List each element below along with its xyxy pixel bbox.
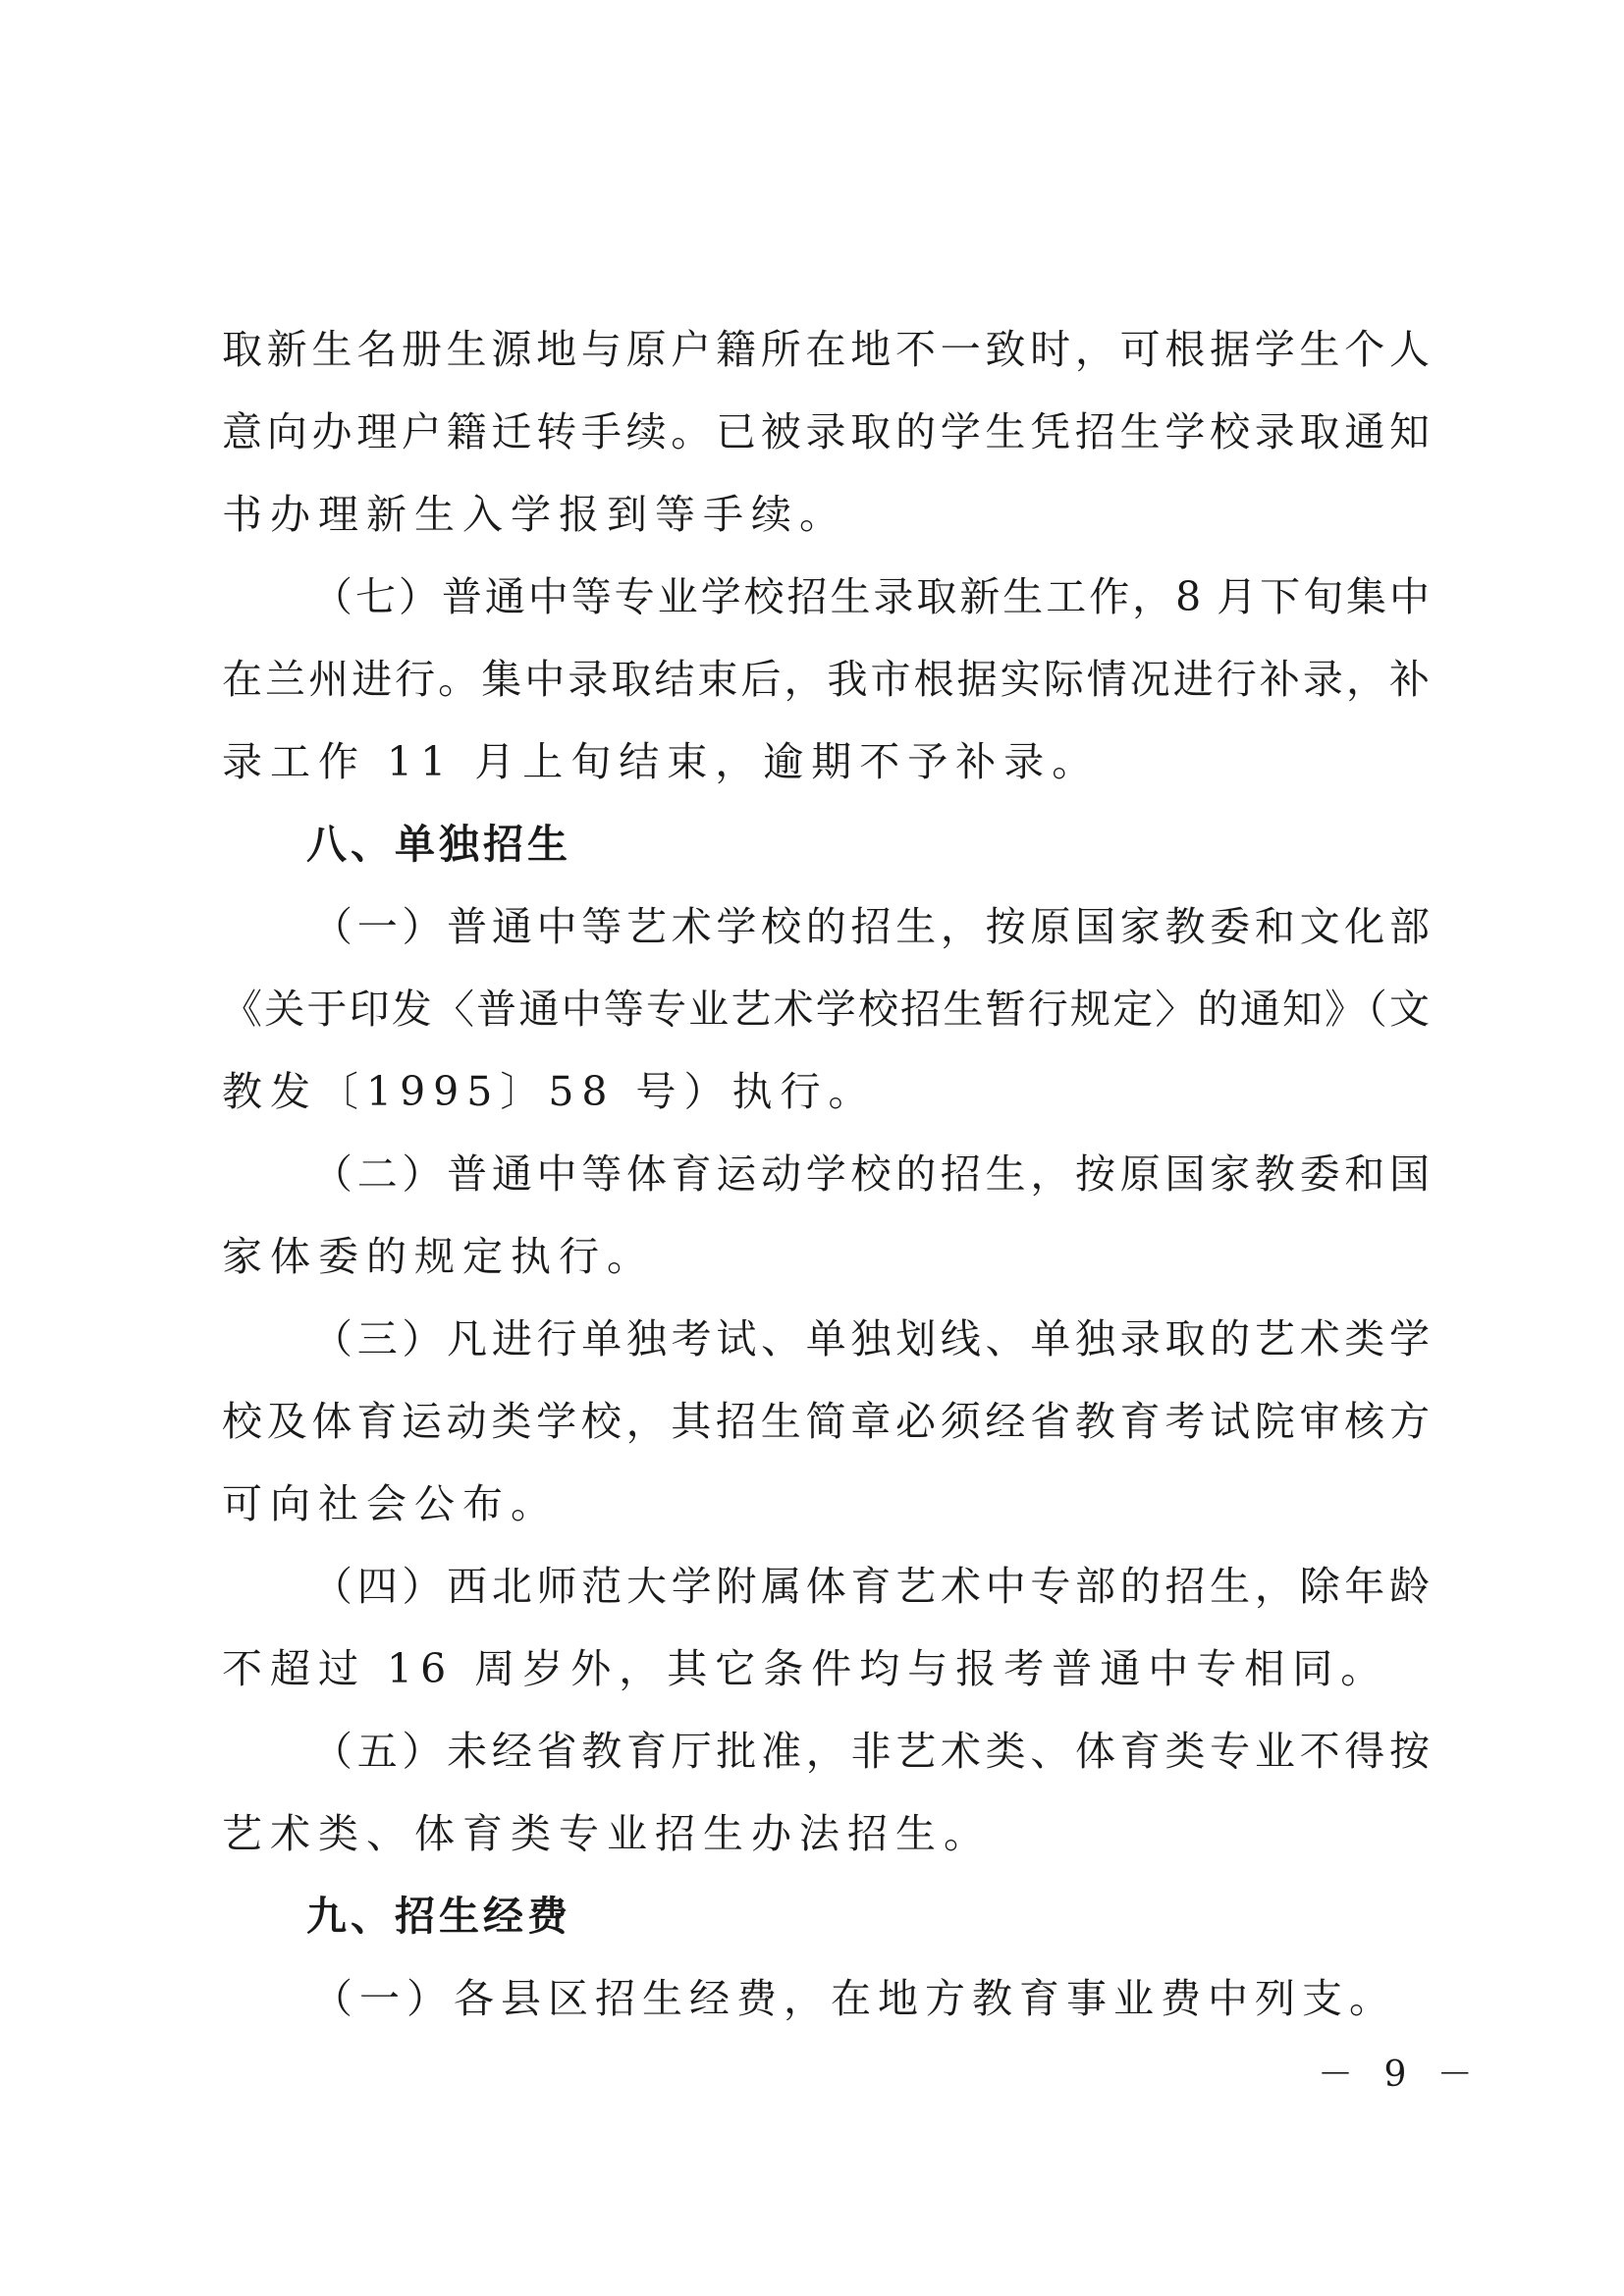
body-text-line: 可向社会公布。: [222, 1480, 559, 1527]
body-text-line: 在兰州进行。集中录取结束后，我市根据实际情况进行补录，补: [222, 656, 1430, 703]
body-text-line: 书办理新生入学报到等手续。: [222, 491, 847, 538]
page-number: － 9 －: [1318, 2055, 1483, 2095]
body-text-line: 不超过 16 周岁外，其它条件均与报考普通中专相同。: [222, 1645, 1389, 1692]
body-text-line: 意向办理户籍迁转手续。已被录取的学生凭招生学校录取通知: [222, 408, 1430, 455]
paragraph-first-line: （一）普通中等艺术学校的招生，按原国家教委和文化部: [312, 903, 1430, 950]
body-text-line: 《关于印发〈普通中等专业艺术学校招生暂行规定〉的通知》（文: [222, 986, 1430, 1033]
paragraph-first-line: （七）普通中等专业学校招生录取新生工作，8 月下旬集中: [312, 573, 1430, 620]
body-text-line: 校及体育运动类学校，其招生简章必须经省教育考试院审核方: [222, 1398, 1430, 1445]
section-heading: 九、招生经费: [306, 1893, 571, 1940]
paragraph-first-line: （一）各县区招生经费，在地方教育事业费中列支。: [312, 1975, 1396, 2022]
body-text-line: 艺术类、体育类专业招生办法招生。: [222, 1810, 992, 1857]
paragraph-first-line: （四）西北师范大学附属体育艺术中专部的招生，除年龄: [312, 1563, 1430, 1610]
body-text-line: 录工作 11 月上旬结束，逾期不予补录。: [222, 738, 1101, 785]
paragraph-first-line: （三）凡进行单独考试、单独划线、单独录取的艺术类学: [312, 1315, 1430, 1362]
body-text-line: 教发〔1995〕58 号）执行。: [222, 1068, 877, 1115]
body-text-line: 取新生名册生源地与原户籍所在地不一致时，可根据学生个人: [222, 326, 1430, 373]
paragraph-first-line: （二）普通中等体育运动学校的招生，按原国家教委和国: [312, 1150, 1430, 1198]
section-heading: 八、单独招生: [306, 821, 571, 868]
paragraph-first-line: （五）未经省教育厅批准，非艺术类、体育类专业不得按: [312, 1728, 1430, 1775]
body-text-line: 家体委的规定执行。: [222, 1233, 655, 1280]
